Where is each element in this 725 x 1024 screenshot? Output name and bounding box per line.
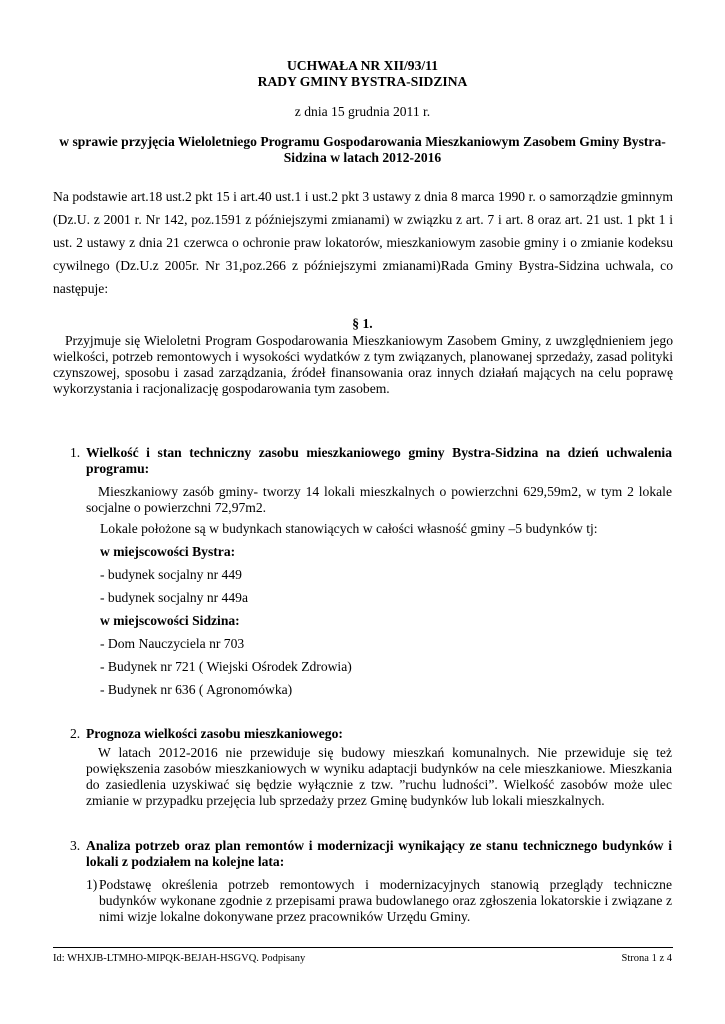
section-1-para-2: Lokale położone są w budynkach stanowiących w całości własność gminy –5 budynków tj: (100, 521, 598, 536)
resolution-number: UCHWAŁA NR XII/93/11 (286, 58, 439, 73)
page-number: Strona 1 z 4 (621, 953, 672, 964)
section-1-number: 1. (70, 445, 81, 460)
paragraph-1-label: § 1. (352, 316, 373, 331)
bystra-label: w miejscowości Bystra: (100, 544, 236, 559)
section-2-text: W latach 2012-2016 nie przewiduje się budowy mieszkań komunalnych. Nie przewiduje się też powiększenia zasobów mieszkaniowych w wyniku adaptacji budynków na cele mieszkaniowe. Mieszkania do zasiedlenia uzyskiwać się będzie wyłącznie z tzw. ”ruchu ludności”. Wielkość zasobów może ulec zmianie w przypadku przejęcia lub sprzedaży przez Gminę budynków lub lokali mieszkalnych. (86, 745, 672, 808)
preamble: Na podstawie art.18 ust.2 pkt 15 i art.40 ust.1 i ust.2 pkt 3 ustawy z dnia 8 marca 1990 r. o samorządzie gminnym (Dz.U. z 2001 r. Nr 142, poz.1591 z późniejszymi zmianami) w związku z art. 7 i art. 8 oraz art. 21 ust. 1 pkt 1 i ust. 2 ustawy z dnia 21 czerwca o ochronie praw lokatorów, mieszkaniowym zasobie gminy i o zmianie kodeksu cywilnego (Dz.U.z 2005r. Nr 31,poz.266 z późniejszymi zmianami)Rada Gminy Bystra-Sidzina uchwala, co następuje: (53, 189, 673, 296)
section-3-heading: Analiza potrzeb oraz plan remontów i modernizacji wynikający ze stanu technicznego budynków i lokali z podziałem na kolejne lata: (86, 838, 672, 869)
sidzina-label: w miejscowości Sidzina: (100, 613, 240, 628)
footer-divider (53, 947, 673, 948)
section-2-number: 2. (70, 726, 81, 741)
subject-line-1: w sprawie przyjęcia Wieloletniego Programu Gospodarowania Mieszkaniowym Zasobem Gminy Bystra- (59, 134, 666, 149)
document-id: Id: WHXJB-LTMHO-MIPQK-BEJAH-HSGVQ. Podpisany (53, 953, 306, 964)
list-item: - Budynek nr 721 ( Wiejski Ośrodek Zdrowia) (100, 659, 352, 674)
list-item: - budynek socjalny nr 449 (100, 567, 242, 582)
section-3-item-1-text: Podstawę określenia potrzeb remontowych i modernizacyjnych stanowią przeglądy techniczne budynków wykonane zgodnie z przepisami prawa budowlanego oraz zgłoszenia lokatorskie i związane z nimi wizje lokalne dokonywane przez pracowników Urzędu Gminy. (99, 877, 672, 924)
subject-line-2: Sidzina w latach 2012-2016 (283, 150, 442, 165)
section-3-number: 3. (70, 838, 81, 853)
section-1-heading: Wielkość i stan techniczny zasobu mieszkaniowego gminy Bystra-Sidzina na dzień uchwalenia programu: (86, 445, 672, 476)
section-3-item-1-number: 1) (86, 877, 98, 892)
list-item: - Budynek nr 636 ( Agronomówka) (100, 682, 293, 697)
council-name: RADY GMINY BYSTRA-SIDZINA (257, 74, 468, 89)
paragraph-1-text: Przyjmuje się Wieloletni Program Gospodarowania Mieszkaniowym Zasobem Gminy, z uwzględnieniem jego wielkości, potrzeb remontowych i wysokości wydatków z tym związanych, planowanej sprzedaży, zasad polityki czynszowej, sposobu i zasad zarządzania, źródeł finansowania oraz innych działań mających na celu poprawę wykorzystania i racjonalizację gospodarowania tym zasobem. (53, 333, 673, 396)
resolution-date: z dnia 15 grudnia 2011 r. (294, 104, 431, 119)
section-2-heading: Prognoza wielkości zasobu mieszkaniowego: (86, 726, 343, 741)
section-1-para-1: Mieszkaniowy zasób gminy- tworzy 14 lokali mieszkalnych o powierzchni 629,59m2, w tym 2 lokale socjalne o powierzchni 72,97m2. (86, 484, 672, 515)
list-item: - Dom Nauczyciela nr 703 (100, 636, 245, 651)
list-item: - budynek socjalny nr 449a (100, 590, 248, 605)
